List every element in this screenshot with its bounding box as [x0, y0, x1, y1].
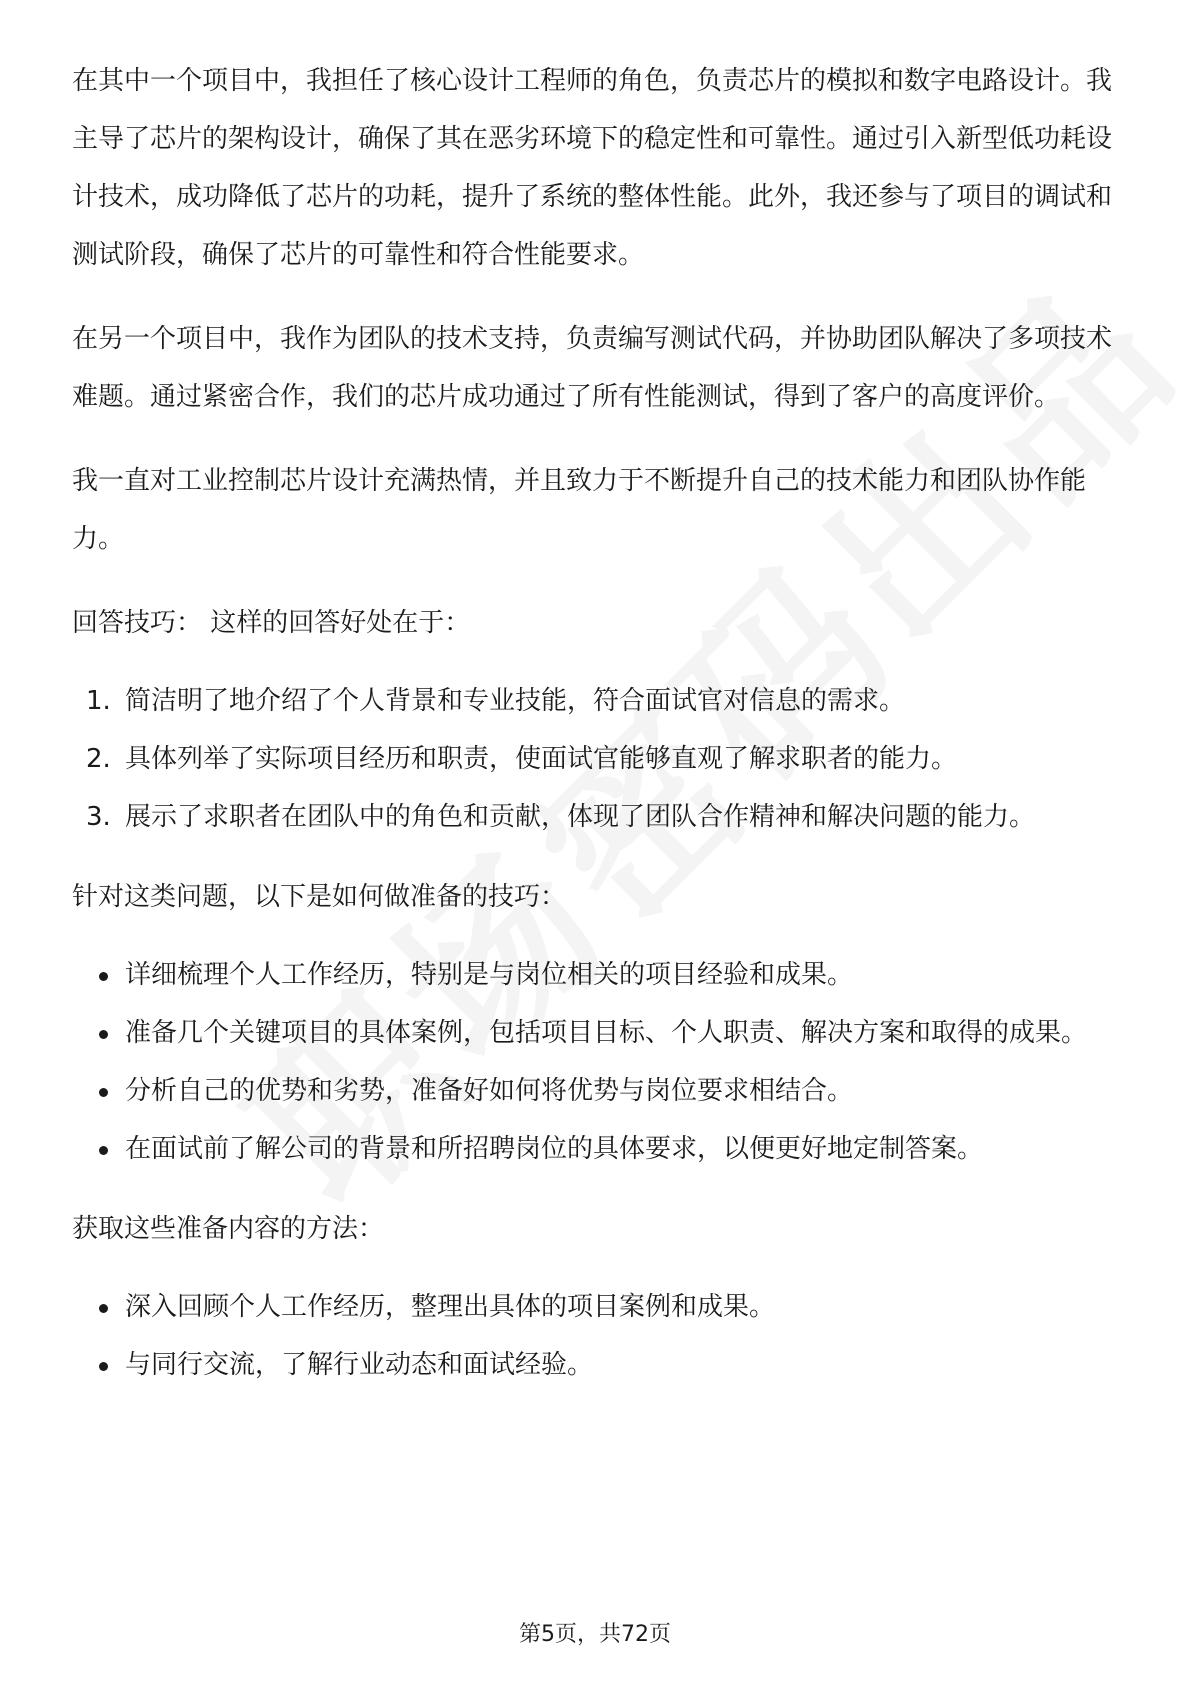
bullet-icon	[99, 1304, 108, 1313]
list-number: 1.	[86, 686, 111, 716]
list-item	[72, 788, 1120, 846]
list-item-text: 详细梳理个人工作经历，特别是与岗位相关的项目经验和成果。	[125, 960, 854, 990]
bullet-icon	[99, 1030, 108, 1039]
list-number: 3.	[86, 802, 111, 832]
list-item-text: 简洁明了地介绍了个人背景和专业技能，符合面试官对信息的需求。	[125, 686, 906, 716]
bullet-icon	[99, 1146, 108, 1155]
list-item-text: 分析自己的优势和劣势，准备好如何将优势与岗位要求相结合。	[125, 1076, 854, 1106]
paragraph-project-one: 在其中一个项目中，我担任了核心设计工程师的角色，负责芯片的模拟和数字电路设计。我主导了芯片的架构设计，确保了其在恶劣环境下的稳定性和可靠性。通过引入新型低功耗设计技术，成功降低了芯片的功耗，提升了系统的整体性能。此外，我还参与了项目的调试和测试阶段，确保了芯片的可靠性和符合性能要求。	[72, 66, 1113, 270]
tips-list	[72, 672, 1120, 846]
paragraph-passion: 我一直对工业控制芯片设计充满热情，并且致力于不断提升自己的技术能力和团队协作能力。	[72, 466, 1087, 554]
list-item-text: 在面试前了解公司的背景和所招聘岗位的具体要求，以便更好地定制答案。	[125, 1134, 984, 1164]
list-number: 2.	[86, 744, 111, 774]
prep-heading: 针对这类问题，以下是如何做准备的技巧：	[72, 882, 567, 912]
list-item	[72, 1278, 1120, 1336]
bullet-icon	[99, 972, 108, 981]
list-item	[72, 672, 1120, 730]
bullet-icon	[99, 1362, 108, 1371]
prep-list	[72, 946, 1120, 1178]
bullet-icon	[99, 1088, 108, 1097]
method-heading: 获取这些准备内容的方法：	[72, 1214, 385, 1244]
tips-heading: 回答技巧： 这样的回答好处在于：	[72, 608, 471, 638]
list-item	[72, 1120, 1120, 1178]
method-list	[72, 1278, 1120, 1394]
list-item-text: 具体列举了实际项目经历和职责，使面试官能够直观了解求职者的能力。	[125, 744, 958, 774]
list-item-text: 与同行交流，了解行业动态和面试经验。	[125, 1350, 594, 1380]
page-content	[72, 52, 1120, 1416]
paragraph-project-two: 在另一个项目中，我作为团队的技术支持，负责编写测试代码，并协助团队解决了多项技术难题。通过紧密合作，我们的芯片成功通过了所有性能测试，得到了客户的高度评价。	[72, 324, 1113, 412]
list-item	[72, 730, 1120, 788]
list-item	[72, 1336, 1120, 1394]
list-item	[72, 946, 1120, 1004]
list-item-text: 深入回顾个人工作经历，整理出具体的项目案例和成果。	[125, 1292, 776, 1322]
list-item	[72, 1004, 1120, 1062]
list-item-text: 展示了求职者在团队中的角色和贡献，体现了团队合作精神和解决问题的能力。	[125, 802, 1036, 832]
list-item-text: 准备几个关键项目的具体案例，包括项目目标、个人职责、解决方案和取得的成果。	[125, 1018, 1088, 1048]
page-number: 第5页，共72页	[519, 1622, 671, 1647]
list-item	[72, 1062, 1120, 1120]
